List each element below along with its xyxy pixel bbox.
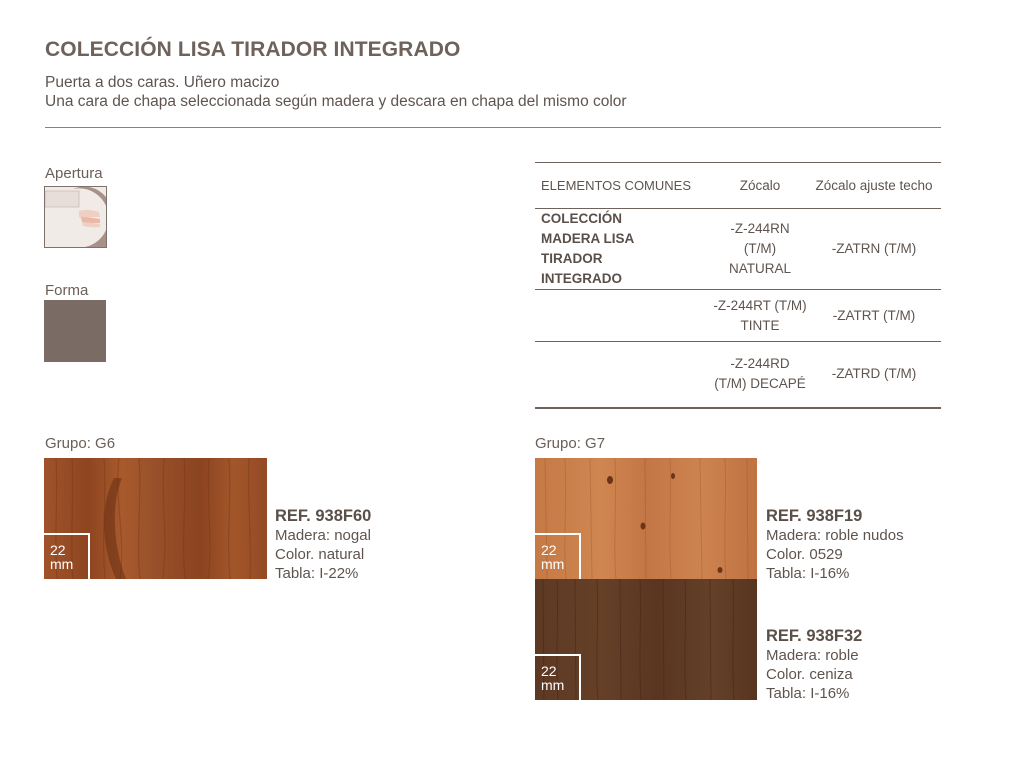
table-cell-collection [535, 342, 713, 408]
ref-madera: Madera: roble [766, 647, 859, 664]
ref-938f19 [766, 507, 904, 583]
table-cell-zocalo: -Z-244RN (T/M) NATURAL [728, 221, 791, 276]
table-cell-zocalo: -Z-244RT (T/M) TINTE [713, 297, 807, 333]
ref-color: Color. ceniza [766, 666, 853, 683]
table-header-row [535, 163, 941, 209]
thickness-value: 22 [541, 542, 557, 558]
ref-color: Color. natural [275, 546, 365, 563]
table-header-zocalo-ajuste: Zócalo ajuste techo [815, 177, 933, 193]
thickness-unit: mm [541, 677, 565, 693]
subtitle-line-1: Puerta a dos caras. Uñero macizo [45, 74, 280, 91]
page-title: COLECCIÓN LISA TIRADOR INTEGRADO [45, 38, 461, 61]
wood-sample-roble-nudos [535, 458, 757, 579]
ref-code: REF. 938F19 [766, 507, 863, 525]
thickness-badge [535, 533, 581, 579]
forma-label: Forma [45, 282, 89, 299]
ref-color: Color. 0529 [766, 546, 843, 563]
table-cell-collection [535, 290, 713, 342]
hand-pull-icon [45, 187, 106, 247]
thickness-badge [44, 533, 90, 579]
wood-sample-nogal [44, 458, 267, 579]
table-cell-zocalo-ajuste: -ZATRD (T/M) [831, 366, 917, 382]
table-row [535, 290, 941, 342]
thickness-value: 22 [541, 663, 557, 679]
ref-tabla: Tabla: I-22% [275, 565, 359, 582]
table-cell-zocalo-ajuste: -ZATRT (T/M) [832, 307, 916, 323]
group-g6-label: Grupo: G6 [45, 435, 116, 452]
table-cell-collection: COLECCIÓN MADERA LISA TIRADOR INTEGRADO [541, 211, 634, 286]
ref-938f32 [766, 627, 862, 703]
common-elements-table [535, 162, 941, 409]
ref-code: REF. 938F32 [766, 627, 863, 645]
ref-938f60 [275, 507, 371, 583]
ref-madera: Madera: roble nudos [766, 527, 904, 544]
ref-madera: Madera: nogal [275, 527, 371, 544]
header-divider [45, 127, 941, 128]
table-cell-zocalo: -Z-244RD (T/M) DECAPÉ [714, 356, 806, 392]
apertura-swatch [44, 186, 107, 248]
ref-code: REF. 938F60 [275, 507, 372, 525]
table-cell-zocalo-ajuste: -ZATRN (T/M) [831, 241, 917, 256]
table-row [535, 342, 941, 408]
forma-swatch [44, 300, 106, 362]
table-header-zocalo: Zócalo [739, 177, 781, 193]
thickness-unit: mm [50, 556, 74, 572]
table-header-elementos: ELEMENTOS COMUNES [541, 177, 692, 193]
group-g7-label: Grupo: G7 [535, 435, 606, 452]
apertura-label: Apertura [45, 165, 103, 182]
ref-tabla: Tabla: I-16% [766, 565, 850, 582]
table-row [535, 209, 941, 290]
subtitle-line-2: Una cara de chapa seleccionada según madera y descara en chapa del mismo color [45, 93, 627, 110]
wood-sample-roble-ceniza [535, 579, 757, 700]
thickness-unit: mm [541, 556, 565, 572]
thickness-badge [535, 654, 581, 700]
ref-tabla: Tabla: I-16% [766, 685, 850, 702]
thickness-value: 22 [50, 542, 66, 558]
